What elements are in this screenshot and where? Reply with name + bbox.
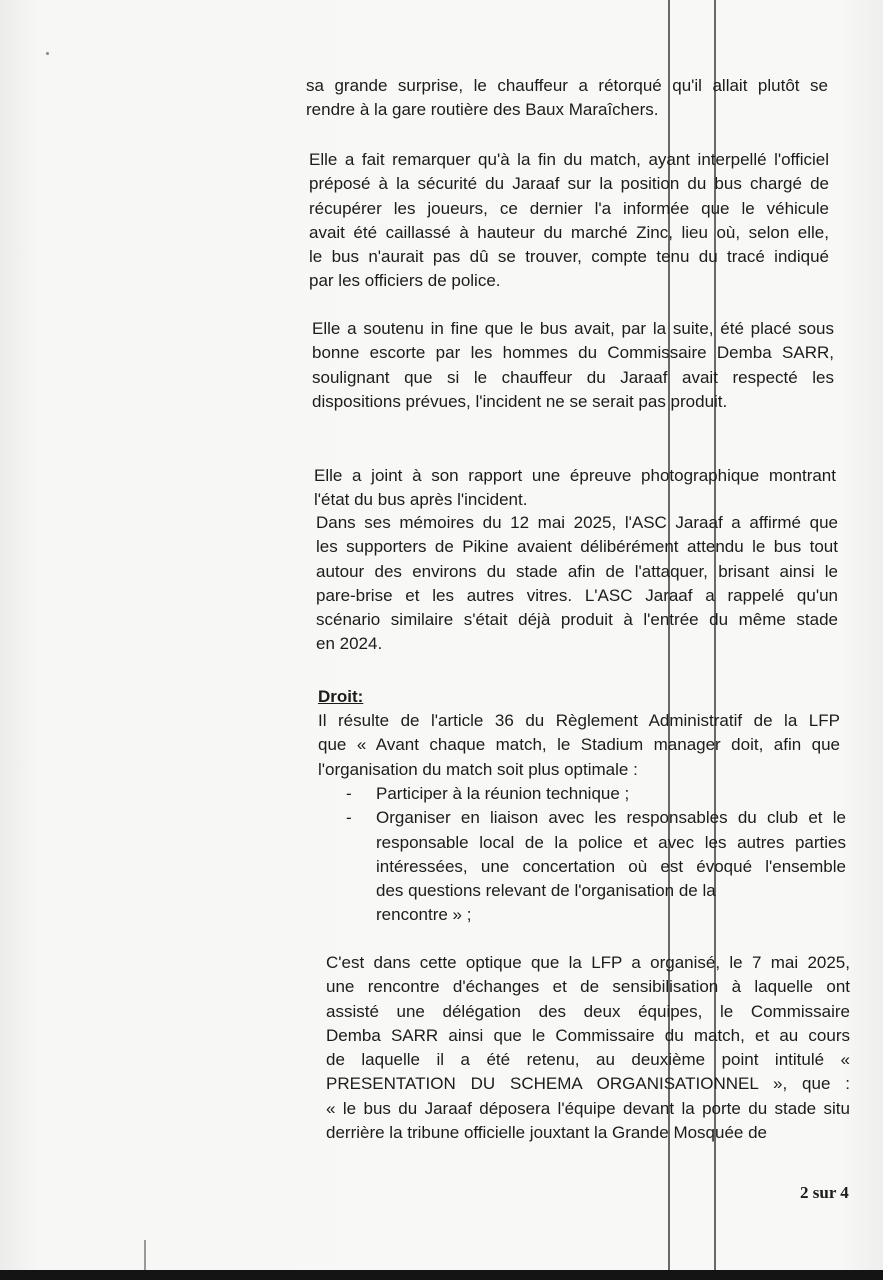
page-number: 2 sur 4 <box>800 1183 849 1202</box>
text-line: Organiser en liaison avec les responsables du club et le <box>376 808 846 828</box>
text-line: par les officiers de police. <box>309 271 501 291</box>
section-heading-droit: Droit: <box>318 687 364 706</box>
text-line: avait été caillassé à hauteur du marché Zinc, lieu où, selon elle, <box>309 222 829 242</box>
text-line: intéressées, une concertation où est évoqué l'ensemble <box>376 856 846 876</box>
text-line: sa grande surprise, le chauffeur a rétorqué qu'il allait plutôt se <box>306 76 828 95</box>
paragraph-rencontre <box>326 951 850 1145</box>
scan-speck <box>46 52 49 55</box>
list-item <box>346 806 846 927</box>
text-line: responsable local de la police et avec les autres parties <box>376 832 846 852</box>
text-line: l'organisation du match soit plus optimale : <box>318 759 638 779</box>
text-line: préposé à la sécurité du Jaraaf sur la position du bus chargé de <box>309 174 829 194</box>
text-line: rencontre » ; <box>376 905 472 925</box>
text-line: Elle a fait remarquer qu'à la fin du match, ayant interpellé l'officiel <box>309 150 829 169</box>
scan-bottom-edge <box>0 1270 883 1280</box>
text-line: récupérer les joueurs, ce dernier l'a informée que le véhicule <box>309 198 829 218</box>
text-line: Participer à la réunion technique ; <box>376 784 630 803</box>
text-line: que « Avant chaque match, le Stadium manager doit, afin que <box>318 735 840 755</box>
text-line: bonne escorte par les hommes du Commissaire Demba SARR, <box>312 343 834 363</box>
text-line: l'état du bus après l'incident. <box>314 490 528 510</box>
text-line: de laquelle il a été retenu, au deuxième point intitulé « <box>326 1050 850 1070</box>
paragraph-photo <box>314 464 836 513</box>
text-line: le bus n'aurait pas dû se trouver, compte tenu du tracé indiqué <box>309 247 829 267</box>
list-dash: - <box>346 784 352 803</box>
text-line: assisté une délégation des deux équipes, le Commissaire <box>326 1001 850 1021</box>
paragraph-continuation <box>306 74 828 123</box>
text-line: Demba SARR ainsi que le Commissaire du match, et au cours <box>326 1025 850 1045</box>
paragraph-article-36 <box>318 709 840 782</box>
paragraph-memoires <box>316 511 838 657</box>
text-line: en 2024. <box>316 634 383 654</box>
text-line: Elle a soutenu in fine que le bus avait, par la suite, été placé sous <box>312 319 834 338</box>
list-dash: - <box>346 808 352 828</box>
text-line: les supporters de Pikine avaient délibérément attendu le bus tout <box>316 537 838 557</box>
text-line: dispositions prévues, l'incident ne se serait pas produit. <box>312 391 728 411</box>
text-line: PRESENTATION DU SCHEMA ORGANISATIONNEL », que : <box>326 1074 850 1094</box>
text-line: des questions relevant de l'organisation de la <box>376 881 716 901</box>
text-line: derrière la tribune officielle jouxtant la Grande Mosquée de <box>326 1123 768 1143</box>
paragraph-escorte <box>312 317 834 414</box>
text-line: Elle a joint à son rapport une épreuve photographique montrant <box>314 466 836 485</box>
text-line: « le bus du Jaraaf déposera l'équipe devant la porte du stade situ <box>326 1098 850 1118</box>
text-line: soulignant que si le chauffeur du Jaraaf avait respecté les <box>312 367 834 387</box>
text-line: pare-brise et les autres vitres. L'ASC Jaraaf a rappelé qu'un <box>316 585 838 605</box>
text-line: autour des environs du stade afin de l'attaquer, brisant ainsi le <box>316 561 838 581</box>
text-line: C'est dans cette optique que la LFP a organisé, le 7 mai 2025, <box>326 953 850 972</box>
text-line: scénario similaire s'était déjà produit à l'entrée du même stade <box>316 610 838 630</box>
text-line: rendre à la gare routière des Baux Maraîchers. <box>306 100 659 120</box>
text-line: Dans ses mémoires du 12 mai 2025, l'ASC Jaraaf a affirmé que <box>316 513 838 532</box>
obligations-list <box>346 782 846 928</box>
list-item <box>346 782 846 806</box>
text-line: une rencontre d'échanges et de sensibilisation à laquelle ont <box>326 977 850 997</box>
margin-mark <box>144 1240 146 1270</box>
paragraph-officiel <box>309 148 829 294</box>
text-line: Il résulte de l'article 36 du Règlement Administratif de la LFP <box>318 711 840 730</box>
